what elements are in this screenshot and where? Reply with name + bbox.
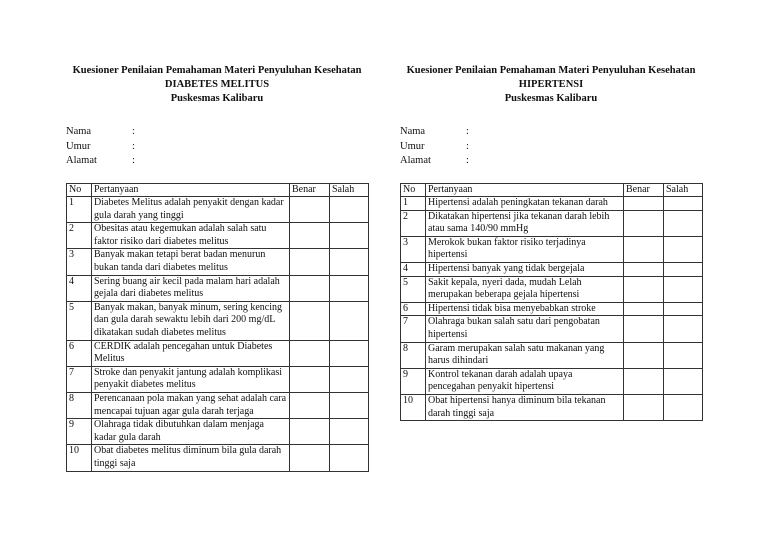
table-row [67,366,369,392]
salah-cell[interactable] [330,249,369,275]
title-line-1: Kuesioner Penilaian Pemahaman Materi Penyuluhan Kesehatan [406,65,696,76]
row-question: Merokok bukan faktor risiko terjadinya hipertensi [426,236,624,262]
row-number: 8 [67,393,92,419]
table-row [67,301,369,340]
salah-cell[interactable] [330,419,369,445]
salah-cell[interactable] [330,197,369,223]
field-umur [400,140,702,155]
header-no: No [401,183,426,197]
respondent-info [400,125,702,169]
field-label: Nama [400,126,426,137]
field-colon: : [132,155,135,166]
row-number: 3 [67,249,92,275]
row-number: 4 [401,263,426,277]
benar-cell[interactable] [290,419,330,445]
salah-cell[interactable] [664,210,703,236]
table-header-row [401,183,703,197]
row-number: 10 [401,395,426,421]
row-number: 6 [401,302,426,316]
field-label: Nama [66,126,92,137]
row-number: 2 [67,223,92,249]
table-row [401,316,703,342]
table-row [401,342,703,368]
row-question: Perencanaan pola makan yang sehat adalah cara mencapai tujuan agar gula darah terjaga [92,393,290,419]
field-label: Umur [66,140,91,152]
table-row [401,368,703,394]
row-number: 5 [401,276,426,302]
field-alamat [400,154,702,169]
benar-cell[interactable] [624,197,664,211]
table-row [401,302,703,316]
diabetes-questionnaire [66,64,368,472]
row-number: 2 [401,210,426,236]
salah-cell[interactable] [330,366,369,392]
benar-cell[interactable] [624,263,664,277]
row-question: Hipertensi adalah peningkatan tekanan darah [426,197,624,211]
row-number: 1 [401,197,426,211]
salah-cell[interactable] [330,301,369,340]
header-question: Pertanyaan [92,183,290,197]
benar-cell[interactable] [290,445,330,471]
header-salah: Salah [330,183,369,197]
field-umur [66,140,368,155]
salah-cell[interactable] [664,276,703,302]
question-table [400,183,703,422]
row-number: 10 [67,445,92,471]
salah-cell[interactable] [664,197,703,211]
row-number: 1 [67,197,92,223]
table-row [67,340,369,366]
field-nama [66,125,368,140]
table-row [401,236,703,262]
salah-cell[interactable] [664,395,703,421]
title-line-2: HIPERTENSI [518,79,584,90]
table-row [401,210,703,236]
field-label: Alamat [66,155,97,166]
field-colon: : [466,140,469,152]
salah-cell[interactable] [664,302,703,316]
benar-cell[interactable] [624,210,664,236]
field-colon: : [132,140,135,152]
benar-cell[interactable] [290,366,330,392]
field-nama [400,125,702,140]
header-salah: Salah [664,183,703,197]
field-alamat [66,154,368,169]
salah-cell[interactable] [664,316,703,342]
title-line-2: DIABETES MELITUS [164,79,270,90]
salah-cell[interactable] [330,275,369,301]
question-table [66,183,369,472]
benar-cell[interactable] [624,342,664,368]
row-number: 7 [67,366,92,392]
row-question: Obesitas atau kegemukan adalah salah satu faktor risiko dari diabetes melitus [92,223,290,249]
table-row [67,223,369,249]
benar-cell[interactable] [290,275,330,301]
row-question: Hipertensi banyak yang tidak bergejala [426,263,624,277]
row-question: Dikatakan hipertensi jika tekanan darah lebih atau sama 140/90 mmHg [426,210,624,236]
row-question: Banyak makan, banyak minum, sering kencing dan gula darah sewaktu lebih dari 200 mg/dL dikatakan sudah diabetes melitus [92,301,290,340]
header-benar: Benar [624,183,664,197]
table-row [401,276,703,302]
benar-cell[interactable] [290,340,330,366]
benar-cell[interactable] [624,236,664,262]
title-line-1: Kuesioner Penilaian Pemahaman Materi Penyuluhan Kesehatan [72,65,362,76]
table-row [67,445,369,471]
field-colon: : [132,126,135,137]
salah-cell[interactable] [330,393,369,419]
respondent-info [66,125,368,169]
row-question: Obat hipertensi hanya diminum bila tekanan darah tinggi saja [426,395,624,421]
salah-cell[interactable] [330,445,369,471]
salah-cell[interactable] [664,236,703,262]
title-line-3: Puskesmas Kalibaru [170,93,264,104]
benar-cell[interactable] [624,368,664,394]
header-benar: Benar [290,183,330,197]
row-question: Stroke dan penyakit jantung adalah komplikasi penyakit diabetes melitus [92,366,290,392]
header-no: No [67,183,92,197]
field-label: Alamat [400,155,431,166]
row-number: 3 [401,236,426,262]
row-question: Kontrol tekanan darah adalah upaya pencegahan penyakit hipertensi [426,368,624,394]
salah-cell[interactable] [664,368,703,394]
row-number: 6 [67,340,92,366]
field-colon: : [466,155,469,166]
row-question: Olahraga bukan salah satu dari pengobatan hipertensi [426,316,624,342]
row-question: Sering buang air kecil pada malam hari adalah gejala dari diabetes melitus [92,275,290,301]
benar-cell[interactable] [290,301,330,340]
table-row [401,395,703,421]
title-line-3: Puskesmas Kalibaru [504,93,598,104]
row-number: 9 [401,368,426,394]
table-row [67,419,369,445]
table-row [67,275,369,301]
table-header-row [67,183,369,197]
row-number: 9 [67,419,92,445]
table-row [401,263,703,277]
row-question: Hipertensi tidak bisa menyebabkan stroke [426,302,624,316]
salah-cell[interactable] [330,223,369,249]
header-question: Pertanyaan [426,183,624,197]
field-colon: : [466,126,469,137]
benar-cell[interactable] [624,316,664,342]
row-question: Banyak makan tetapi berat badan menurun bukan tanda dari diabetes melitus [92,249,290,275]
row-number: 4 [67,275,92,301]
benar-cell[interactable] [290,223,330,249]
row-question: Obat diabetes melitus diminum bila gula darah tinggi saja [92,445,290,471]
benar-cell[interactable] [624,302,664,316]
salah-cell[interactable] [330,340,369,366]
table-row [67,249,369,275]
field-label: Umur [400,140,425,152]
row-question: Diabetes Melitus adalah penyakit dengan kadar gula darah yang tinggi [92,197,290,223]
hipertensi-questionnaire [400,64,702,421]
salah-cell[interactable] [664,263,703,277]
row-question: CERDIK adalah pencegahan untuk Diabetes Melitus [92,340,290,366]
row-question: Olahraga tidak dibutuhkan dalam menjaga kadar gula darah [92,419,290,445]
row-question: Garam merupakan salah satu makanan yang harus dihindari [426,342,624,368]
salah-cell[interactable] [664,342,703,368]
benar-cell[interactable] [624,395,664,421]
benar-cell[interactable] [624,276,664,302]
benar-cell[interactable] [290,197,330,223]
table-row [67,197,369,223]
row-question: Sakit kepala, nyeri dada, mudah Lelah merupakan beberapa gejala hipertensi [426,276,624,302]
benar-cell[interactable] [290,249,330,275]
table-row [67,393,369,419]
benar-cell[interactable] [290,393,330,419]
row-number: 5 [67,301,92,340]
table-row [401,197,703,211]
row-number: 7 [401,316,426,342]
row-number: 8 [401,342,426,368]
